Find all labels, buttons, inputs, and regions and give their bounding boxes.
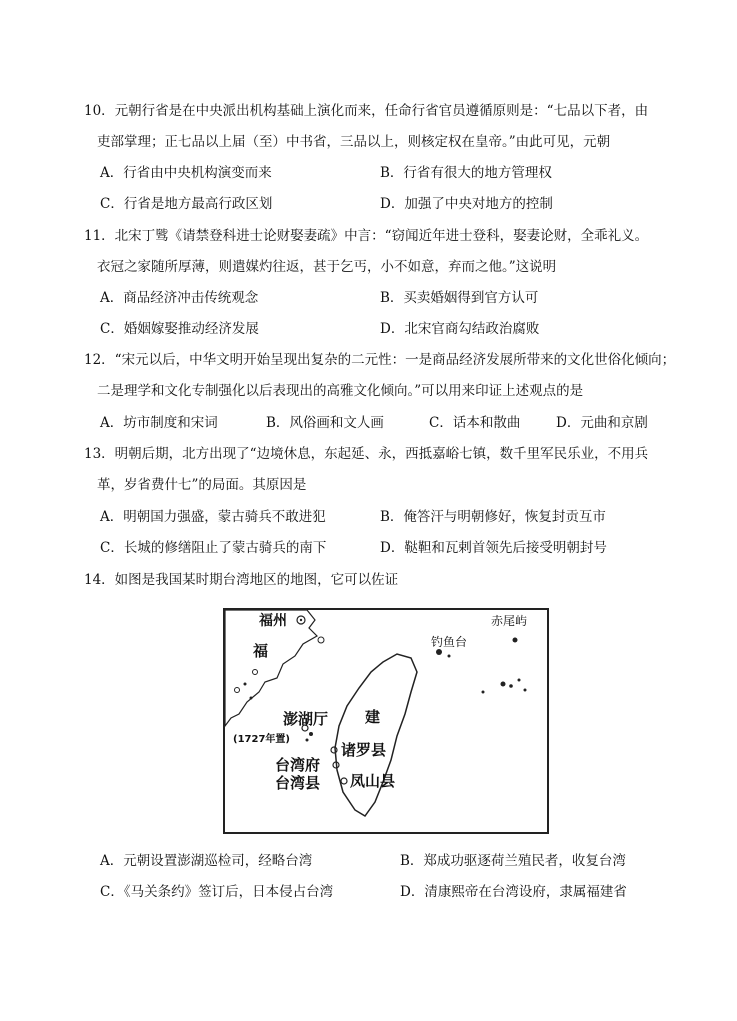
q12-option-d: D．元曲和京剧 [556, 415, 648, 431]
label-jian: 建 [365, 708, 381, 726]
q12-option-b: B．风俗画和文人画 [266, 415, 384, 431]
q13-stem-line2: 革，岁省费什七”的局面。其原因是 [97, 477, 307, 493]
islet [524, 689, 527, 692]
islet [250, 697, 253, 700]
q14-option-c: C．《马关条约》签订后，日本侵占台湾 [100, 884, 334, 900]
islet [501, 682, 506, 687]
label-taiwanxian: 台湾县 [275, 774, 321, 792]
q10-option-a: A．行省由中央机构演变而来 [100, 165, 272, 181]
q12-stem-line1: 12．“宋元以后，中华文明开始呈现出复杂的二元性：一是商品经济发展所带来的文化世俗化倾向； [84, 352, 676, 368]
taiwan-map [223, 608, 549, 834]
label-zhuluo: 诸罗县 [341, 741, 387, 759]
penghu-islet [309, 732, 313, 736]
label-fu: 福 [253, 642, 269, 660]
q13-option-d: D．鞑靼和瓦剌首领先后接受明朝封号 [380, 540, 607, 556]
q14-option-d: D．清康熙帝在台湾设府，隶属福建省 [400, 884, 627, 900]
q11-option-b: B．买卖婚姻得到官方认可 [380, 290, 539, 306]
islet [244, 683, 247, 686]
label-diaoyu: 钓鱼台 [431, 635, 468, 649]
islet [509, 684, 513, 688]
penghu-islet [306, 739, 309, 742]
label-taiwanfu: 台湾府 [275, 756, 321, 774]
islet [318, 637, 324, 643]
q13-stem-line1: 13．明朝后期，北方出现了“边境休息，东起延、永，西抵嘉峪七镇，数千里军民乐业，不用兵 [84, 446, 649, 462]
taiwan-map-drawing [225, 610, 547, 832]
q12-stem-line2: 二是理学和文化专制强化以后表现出的高雅文化倾向。”可以用来印证上述观点的是 [97, 383, 584, 399]
diaoyu-islet [436, 649, 442, 655]
q13-option-b: B．俺答汗与明朝修好，恢复封贡互市 [380, 509, 606, 525]
q14-stem-line1: 14．如图是我国某时期台湾地区的地图，它可以佐证 [84, 572, 399, 588]
q10-option-b: B．行省有很大的地方管理权 [380, 165, 552, 181]
label-fuzhou: 福州 [259, 613, 287, 629]
q11-stem-line2: 衣冠之家随所厚薄，则遣媒灼往返，甚于乞丐，小不如意，弃而之他。”这说明 [97, 259, 557, 275]
q13-option-a: A．明朝国力强盛，蒙古骑兵不敢进犯 [100, 509, 326, 525]
q10-option-d: D．加强了中央对地方的控制 [380, 196, 553, 212]
q10-option-c: C．行省是地方最高行政区划 [100, 196, 273, 212]
label-penghu-year: (1727年置) [233, 734, 290, 745]
q14-option-b: B．郑成功驱逐荷兰殖民者，收复台湾 [400, 853, 626, 869]
islet [518, 679, 521, 682]
q11-stem-line1: 11．北宋丁骘《请禁登科进士论财娶妻疏》中言：“窃闻近年进士登科，娶妻论财，全乖礼义。 [84, 228, 649, 244]
q11-option-c: C．婚姻嫁娶推动经济发展 [100, 321, 259, 337]
q10-stem-line2: 吏部掌理；正七品以上届（至）中书省，三品以上，则核定权在皇帝。”由此可见，元朝 [97, 134, 611, 150]
islet [482, 691, 485, 694]
diaoyu-islet [448, 655, 451, 658]
label-chiwei: 赤尾屿 [491, 614, 528, 628]
label-fengshan: 凤山县 [350, 772, 396, 790]
fuzhou-marker-dot [300, 619, 302, 621]
q10-stem-line1: 10．元朝行省是在中央派出机构基础上演化而来，任命行省官员遵循原则是：“七品以下者，由 [84, 103, 649, 119]
q11-option-a: A．商品经济冲击传统观念 [100, 290, 259, 306]
chiwei-islet [513, 638, 518, 643]
q14-option-a: A．元朝设置澎湖巡检司，经略台湾 [100, 853, 313, 869]
q11-option-d: D．北宋官商勾结政治腐败 [380, 321, 540, 337]
q12-option-a: A．坊市制度和宋词 [100, 415, 218, 431]
q12-option-c: C．话本和散曲 [429, 415, 521, 431]
taiwan-island [335, 654, 417, 816]
label-penghu: 澎湖厅 [283, 710, 329, 728]
q13-option-c: C．长城的修缮阻止了蒙古骑兵的南下 [100, 540, 327, 556]
